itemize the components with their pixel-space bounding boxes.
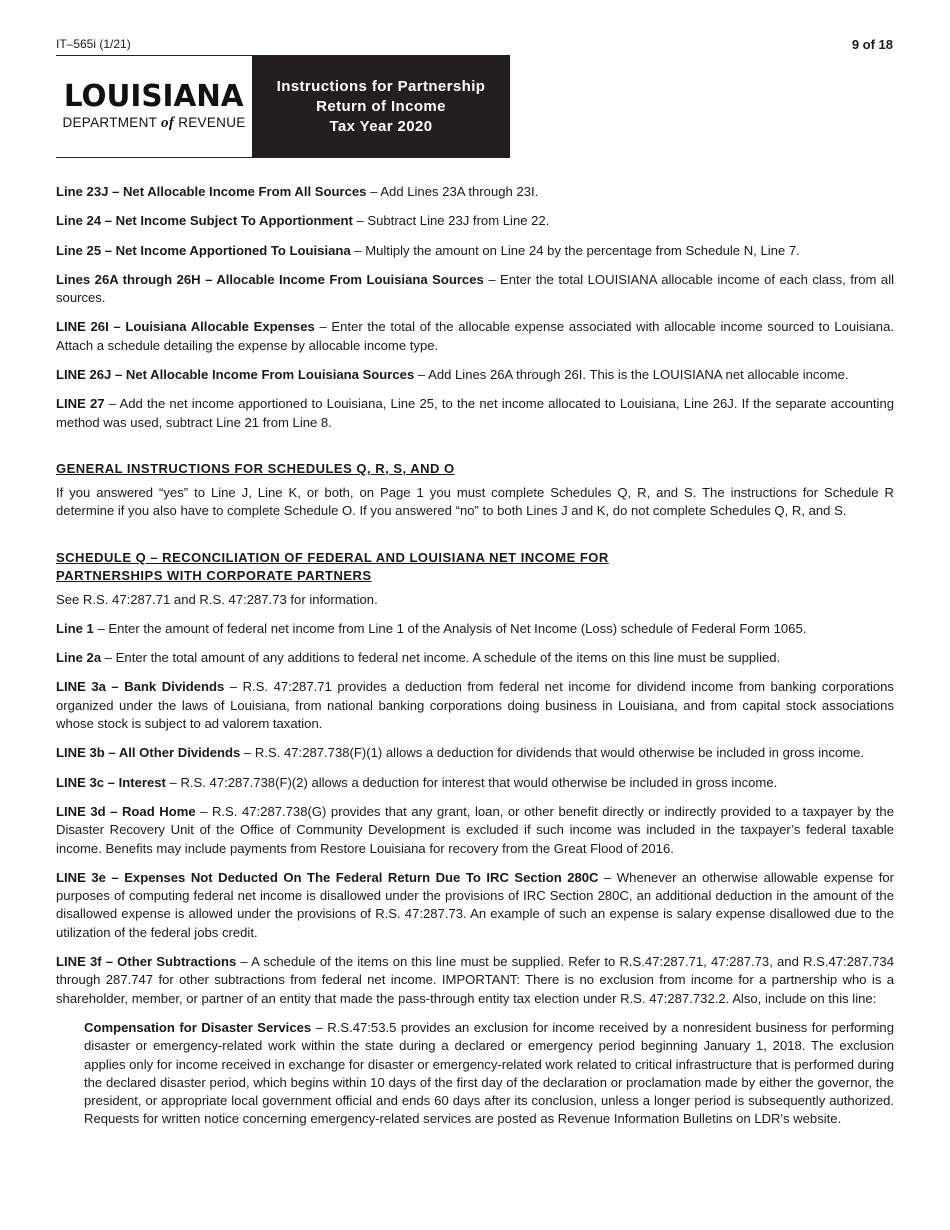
schedule-q-title-line-2: PARTNERSHIPS WITH CORPORATE PARTNERS xyxy=(56,567,372,583)
para-text: – Enter the total LOUISIANA allocable income of each class, from all sources. xyxy=(56,271,895,306)
para-text: – Multiply the amount on Line 24 by the percentage from Schedule N, Line 7. xyxy=(350,242,800,258)
instruction-line-26j xyxy=(56,366,894,384)
para-text: – R.S. 47:287.738(G) provides that any grant, loan, or other benefit directly or indirectly provided to a taxpayer by the Disaster Recovery Unit of the Office of Community Development is excluded if such income was included in the taxpayer’s federal taxable income. Benefits may include payments from Restore Louisiana for recovery from the Great Flood of 2016. xyxy=(56,803,894,856)
logo-sub-department: DEPARTMENT xyxy=(62,115,157,130)
title-line-2: Return of Income xyxy=(316,97,446,115)
schedule-q-line-3c xyxy=(56,774,894,792)
disaster-services-compensation xyxy=(56,1019,894,1129)
para-text: – R.S. 47:287.738(F)(2) allows a deduction for interest that would otherwise be included in gross income. xyxy=(165,774,778,790)
para-text: – Whenever an otherwise allowable expense for purposes of computing federal net income is disallowed under the provisions of IRC Section 280C, an additional deduction in the amount of the disallowed expense is allowed under the provisions of R.S. 47:287.73. An example of such an expense is salary expense disallowed due to the utilization of the federal jobs credit. xyxy=(56,869,894,940)
para-text: – Add Lines 23A through 23I. xyxy=(366,184,539,199)
logo-subtitle xyxy=(62,115,245,132)
logo-wordmark: LOUISIANA xyxy=(64,79,244,114)
document-title xyxy=(252,56,510,157)
para-text: – Enter the amount of federal net income from Line 1 of the Analysis of Net Income (Loss) schedule of Federal Form 1065. xyxy=(93,620,807,636)
para-text: – R.S. 47:287.71 provides a deduction from federal net income for dividend income from banking corporations organized under the laws of Louisiana, from national banking corporations doing business in Louisiana, and from capital stock associations whose stock is subject to ad valorem taxation. xyxy=(56,679,894,732)
schedule-q-line-3e xyxy=(56,869,894,942)
instruction-line-24 xyxy=(56,212,894,230)
schedule-q-line-2a xyxy=(56,649,894,667)
para-heading: Line 25 – Net Income Apportioned To Louisiana xyxy=(56,242,351,258)
page-number: 9 of 18 xyxy=(851,37,893,52)
para-heading: LINE 26J – Net Allocable Income From Louisiana Sources xyxy=(56,367,415,383)
form-id: IT–565i (1/21) xyxy=(56,37,131,51)
para-text: – Subtract Line 23J from Line 22. xyxy=(352,213,550,229)
para-heading: LINE 26I – Louisiana Allocable Expenses xyxy=(56,319,315,335)
para-heading: LINE 3a – Bank Dividends xyxy=(56,679,225,695)
para-heading: Line 23J – Net Allocable Income From All Sources xyxy=(56,184,367,199)
schedule-q-title xyxy=(56,549,894,585)
para-heading: LINE 27 xyxy=(56,396,105,412)
para-text: – Add the net income apportioned to Louisiana, Line 25, to the net income allocated to Louisiana, Line 26J. If the separate accounting method was used, subtract Line 21 from Line 8. xyxy=(56,396,895,430)
schedule-q-line-3f xyxy=(56,953,894,1008)
para-heading: Line 1 xyxy=(56,620,94,636)
para-text: – Add Lines 26A through 26I. This is the LOUISIANA net allocable income. xyxy=(414,367,849,383)
title-line-1: Instructions for Partnership xyxy=(276,77,486,95)
para-heading: LINE 3b – All Other Dividends xyxy=(56,745,241,761)
instruction-line-27 xyxy=(56,395,894,432)
instruction-lines-26a-26h xyxy=(56,271,894,308)
instruction-line-26i xyxy=(56,318,894,355)
schedule-q-line-3b xyxy=(56,744,894,762)
logo-sub-revenue: REVENUE xyxy=(178,115,246,130)
para-heading: LINE 3d – Road Home xyxy=(56,803,196,819)
para-text: – A schedule of the items on this line must be supplied. Refer to R.S.47:287.71, 47:287.73, and R.S.47:287.734 through 287.747 for other subtractions from federal net income. IMPORTANT: There is no exclusion from income for a partnership who is a shareholder, member, or partner of an entity that made the pass-through entity tax election under R.S. 47:287.732.2. Also, include on this line: xyxy=(56,954,894,1006)
schedule-q-title-line-1: SCHEDULE Q – RECONCILIATION OF FEDERAL AND LOUISIANA NET INCOME FOR xyxy=(56,549,609,565)
instruction-line-25 xyxy=(56,242,894,260)
para-heading: LINE 3c – Interest xyxy=(56,774,166,790)
logo-sub-of: of xyxy=(161,115,175,131)
para-heading: LINE 3f – Other Subtractions xyxy=(56,954,237,970)
schedule-q-line-1 xyxy=(56,620,894,638)
para-text: – Enter the total amount of any additions to federal net income. A schedule of the items on this line must be supplied. xyxy=(101,650,781,666)
schedule-q-intro: See R.S. 47:287.71 and R.S. 47:287.73 for information. xyxy=(56,591,378,607)
instructions-body xyxy=(56,183,894,1140)
para-text: – Enter the total of the allocable expense associated with allocable income sourced to Louisiana. Attach a schedule detailing the expense by allocable income type. xyxy=(56,319,894,353)
para-heading: LINE 3e – Expenses Not Deducted On The Federal Return Due To IRC Section 280C xyxy=(56,869,599,885)
para-heading: Lines 26A through 26H – Allocable Income From Louisiana Sources xyxy=(56,271,484,287)
para-text: – R.S. 47:287.738(F)(1) allows a deduction for dividends that would otherwise be included in gross income. xyxy=(240,745,865,761)
schedule-q-line-3a xyxy=(56,678,894,733)
masthead xyxy=(56,55,510,158)
schedule-q-line-3d xyxy=(56,803,894,858)
title-line-3: Tax Year 2020 xyxy=(329,117,433,135)
general-instructions-text: If you answered “yes” to Line J, Line K, or both, on Page 1 you must complete Schedules Q, R, and S. The instructions for Schedule R determine if you also have to complete Schedule O. If you answered “no” to both Lines J and K, do not complete Schedules Q, R, and S. xyxy=(56,484,894,519)
para-text: – R.S.47:53.5 provides an exclusion for income received by a nonresident business for performing disaster or emergency-related work within the state during a declared or emergency period beginning January 1, 2018. The exclusion applies only for income received in exchange for disaster or emergency-related work related to critical infrastructure that is performed during the declared disaster period, which begins within 10 days of the first day of the declaration or proclamation made by either the governor, the president, or appropriate local government official and ends 60 days after its conclusion, unless a longer period is subsequently authorized. Requests for written notice concerning emergency-related services are posted as Revenue Information Bulletins on LDR's website. xyxy=(84,1019,895,1127)
para-heading: Compensation for Disaster Services xyxy=(84,1019,312,1035)
para-heading: Line 2a xyxy=(56,650,102,666)
general-instructions-title: GENERAL INSTRUCTIONS FOR SCHEDULES Q, R, S, AND O xyxy=(56,460,455,476)
para-heading: Line 24 – Net Income Subject To Apportionment xyxy=(56,213,353,229)
instruction-line-23j xyxy=(56,183,894,201)
department-logo xyxy=(56,56,252,157)
